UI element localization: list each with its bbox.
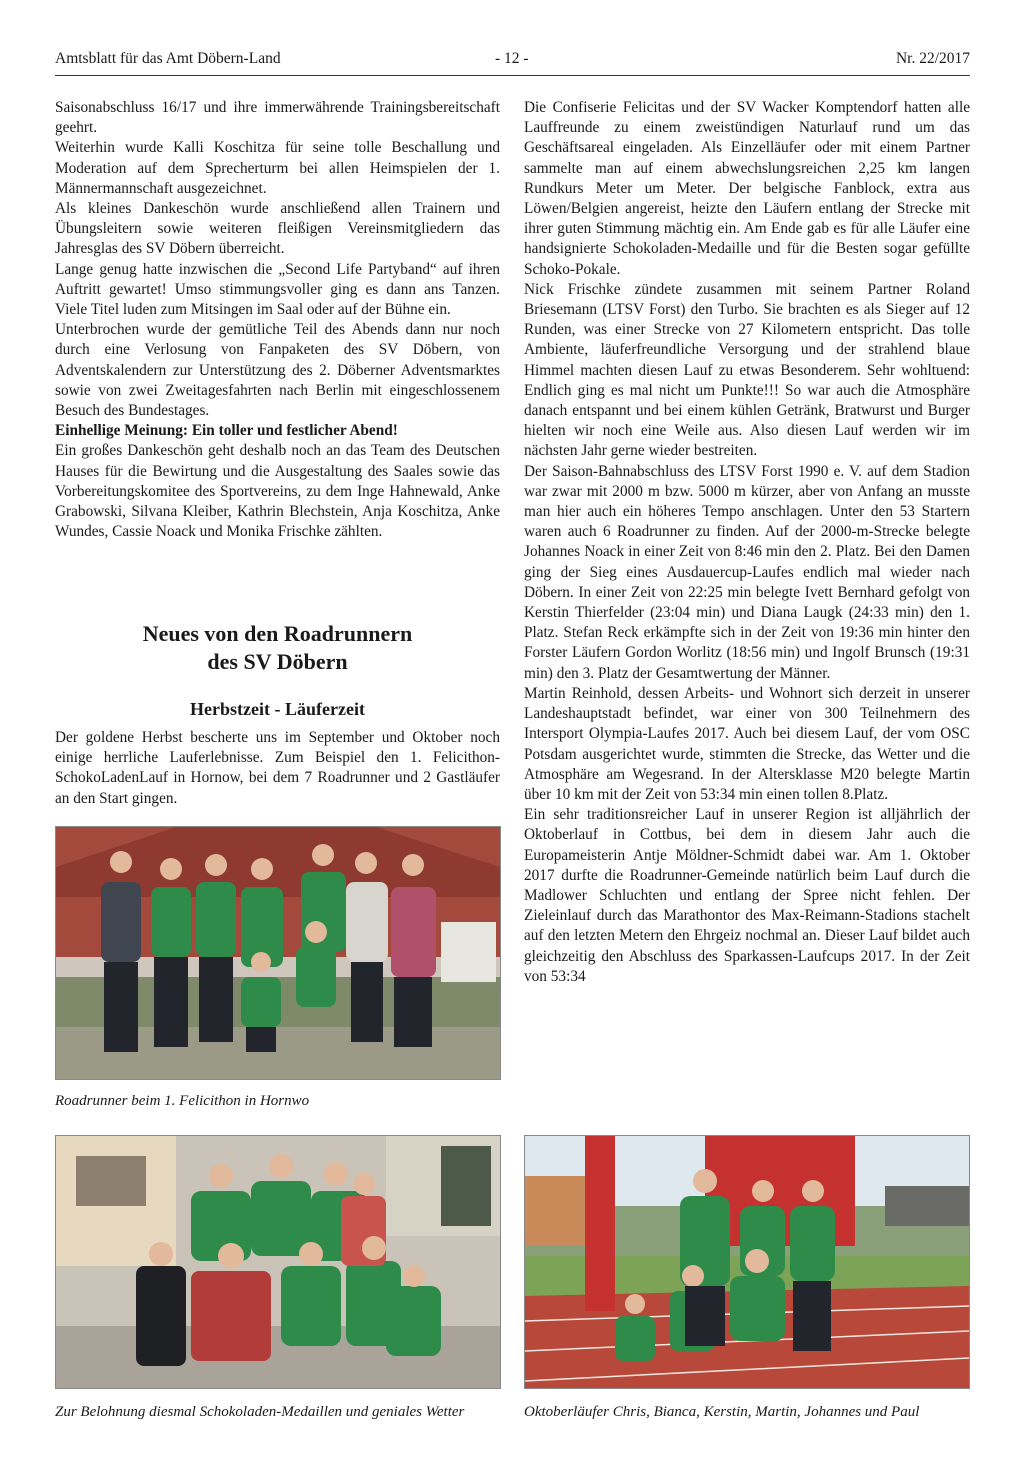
page-header	[55, 50, 970, 74]
header-rule	[55, 75, 970, 76]
paragraph: Martin Reinhold, dessen Arbeits- und Wohnort sich derzeit in unserer Landeshauptstadt befindet, war einer von 300 Teilnehmern des Intersport Olympia-Laufes 2017. Auch bei diesem Lauf, der vom OSC Potsdam ausgerichtet wurde, stimmten die Strecke, das Wetter und die Atmosphäre am Wegesrand. In der Altersklasse M20 belegte Martin über 10 km mit der Zeit von 53:34 min einen tollen 8.Platz.	[524, 684, 970, 803]
photo-caption: Oktoberläufer Chris, Bianca, Kerstin, Martin, Johannes und Paul	[524, 1404, 920, 1420]
article-title	[55, 620, 500, 676]
paragraph: Ein sehr traditionsreicher Lauf in unserer Region ist alljährlich der Oktoberlauf in Cottbus, bei dem in diesem Jahr auch die Europameisterin Antje Möldner-Schmidt dabei war. Am 1. Oktober 2017 durfte die Roadrunner-Gemeinde natürlich beim Lauf durch die Madlower Schluchten und entlang der Spree nicht fehlen. Der Zieleinlauf durch das Marathontor des Max-Reimann-Stadions stachelt auf den letzten Metern den Ehrgeiz nochmal an. Dieser Lauf bildet auch gleichzeitig den Abschluss des Sparkassen-Laufcups 2017. In der Zeit von 53:34	[524, 806, 970, 985]
right-column	[524, 98, 970, 987]
paragraph: Saisonabschluss 16/17 und ihre immerwährende Trainingsbereitschaft geehrt.	[55, 99, 500, 137]
bold-statement: Einhellige Meinung: Ein toller und festlicher Abend!	[55, 422, 398, 440]
article-intro	[55, 728, 500, 809]
paragraph: Lange genug hatte inzwischen die „Second Life Partyband“ auf ihren Auftritt gewartet! Umso stimmungsvoller ging es dann ans Tanzen. Viele Titel luden zum Mitsingen im Saal oder auf der Bühne ein.	[55, 260, 500, 319]
article-title-line: des SV Döbern	[207, 649, 348, 674]
publication-title: Amtsblatt für das Amt Döbern-Land	[55, 50, 281, 67]
photo-caption: Roadrunner beim 1. Felicithon in Hornwo	[55, 1093, 310, 1109]
issue-number: Nr. 22/2017	[895, 50, 970, 67]
paragraph: Unterbrochen wurde der gemütliche Teil des Abends dann nur noch durch eine Verlosung von Fanpaketen des SV Döbern, von Adventskalendern zur Unterstützung des 2. Döberner Adventsmarktes sowie von zwei Zweitagesfahrten nach Berlin mit eingeschlossenem Besuch des Bundestages.	[55, 321, 500, 420]
paragraph: Nick Frischke zündete zusammen mit seinem Partner Roland Briesemann (LTSV Forst) den Turbo. Sie brachten es als Sieger auf 12 Runden, was einer Strecke von 27 Kilometern entspricht. Das tolle Ambiente, läuferfreundliche Versorgung und der strahlend blaue Himmel machten diesen Lauf zu etwas Besonderem. Sehr wohltuend: Endlich ging es mal nicht um Punkte!!! So war auch die Atmosphäre danach entspannt und bei einem kühlen Getränk, Bratwurst und Burger hielten wir noch eine Weile aus. Also diesen Lauf werden wir im nächsten Jahr gerne wieder bestreiten.	[524, 280, 970, 460]
paragraph: Weiterhin wurde Kalli Koschitza für seine tolle Beschallung und Moderation auf dem Sprecherturm bei allen Heimspielen der 1. Männermannschaft ausgezeichnet.	[55, 139, 500, 197]
photo-felicithon-group	[55, 826, 501, 1080]
photo-medals-group	[55, 1135, 501, 1389]
paragraph: Der Saison-Bahnabschluss des LTSV Forst 1990 e. V. auf dem Stadion war zwar mit 2000 m bzw. 5000 m kürzer, aber von Anfang an musste man hier auch ein höheres Tempo anschlagen. Unter den 53 Startern waren auch 6 Roadrunner zu finden. Auf der 2000-m-Strecke belegte Johannes Noack in einer Zeit von 8:46 min den 2. Platz. Bei den Damen ging der Sieg eines Ausdauercup-Laufes endlich mal wieder nach Döbern. In einer Zeit von 22:25 min belegte Ivett Bernhard gefolgt von Kerstin Thierfelder (23:04 min) und Diana Laugk (24:33 min) den 1. Platz. Stefan Reck erkämpfte sich in der Zeit von 19:36 min hinter den Forster Läufern Gordon Worlitz (18:56 min) und Ingolf Brunsch (19:31 min) den 3. Platz der Gesamtwertung der Männer.	[524, 462, 970, 682]
article-title-line: Neues von den Roadrunnern	[142, 621, 413, 646]
paragraph: Der goldene Herbst bescherte uns im September und Oktober noch einige herrliche Lauferlebnisse. Zum Beispiel den 1. Felicithon-SchokoLadenLauf in Hornow, bei dem 7 Roadrunner und 2 Gastläufer an den Start gingen.	[55, 729, 500, 807]
article-subtitle: Herbstzeit - Läuferzeit	[190, 699, 365, 719]
paragraph: Als kleines Dankeschön wurde anschließend allen Trainern und Übungsleitern sowie weiteren fleißigen Vereinsmitgliedern das Jahresglas des SV Döbern überreicht.	[55, 200, 500, 258]
paragraph: Ein großes Dankeschön geht deshalb noch an das Team des Deutschen Hauses für die Bewirtung und die Ausgestaltung des Saales sowie das Vorbereitungskomitee des Sportvereins, zu dem Inge Hahnewald, Anke Grabowski, Silvana Kleiber, Kathrin Blechstein, Anja Koschitza, Anke Wundes, Cassie Noack und Monika Frischke zählten.	[55, 442, 500, 541]
paragraph: Die Confiserie Felicitas und der SV Wacker Komptendorf hatten alle Lauffreunde zu einem zweistündigen Naturlauf rund um das Geschäftsareal eingeladen. Als Einzelläufer oder mit einem Partner sammelte man auf einem abwechslungsreichen 2,25 km langen Rundkurs Meter um Meter. Der belgische Fanblock, extra aus Löwen/Belgien angereist, heizte den Läufern entlang der Strecke mit ihrer guten Stimmung mächtig ein. Am Ende gab es für alle Läufer eine handsignierte Schokoladen-Medaille und für die Besten sogar gefüllte Schoko-Pokale.	[524, 99, 970, 278]
left-column	[55, 98, 500, 542]
page-number: - 12 -	[495, 50, 529, 67]
photo-caption: Zur Belohnung diesmal Schokoladen-Medaillen und geniales Wetter	[55, 1404, 465, 1420]
photo-oktoberlauf-runners	[524, 1135, 970, 1389]
